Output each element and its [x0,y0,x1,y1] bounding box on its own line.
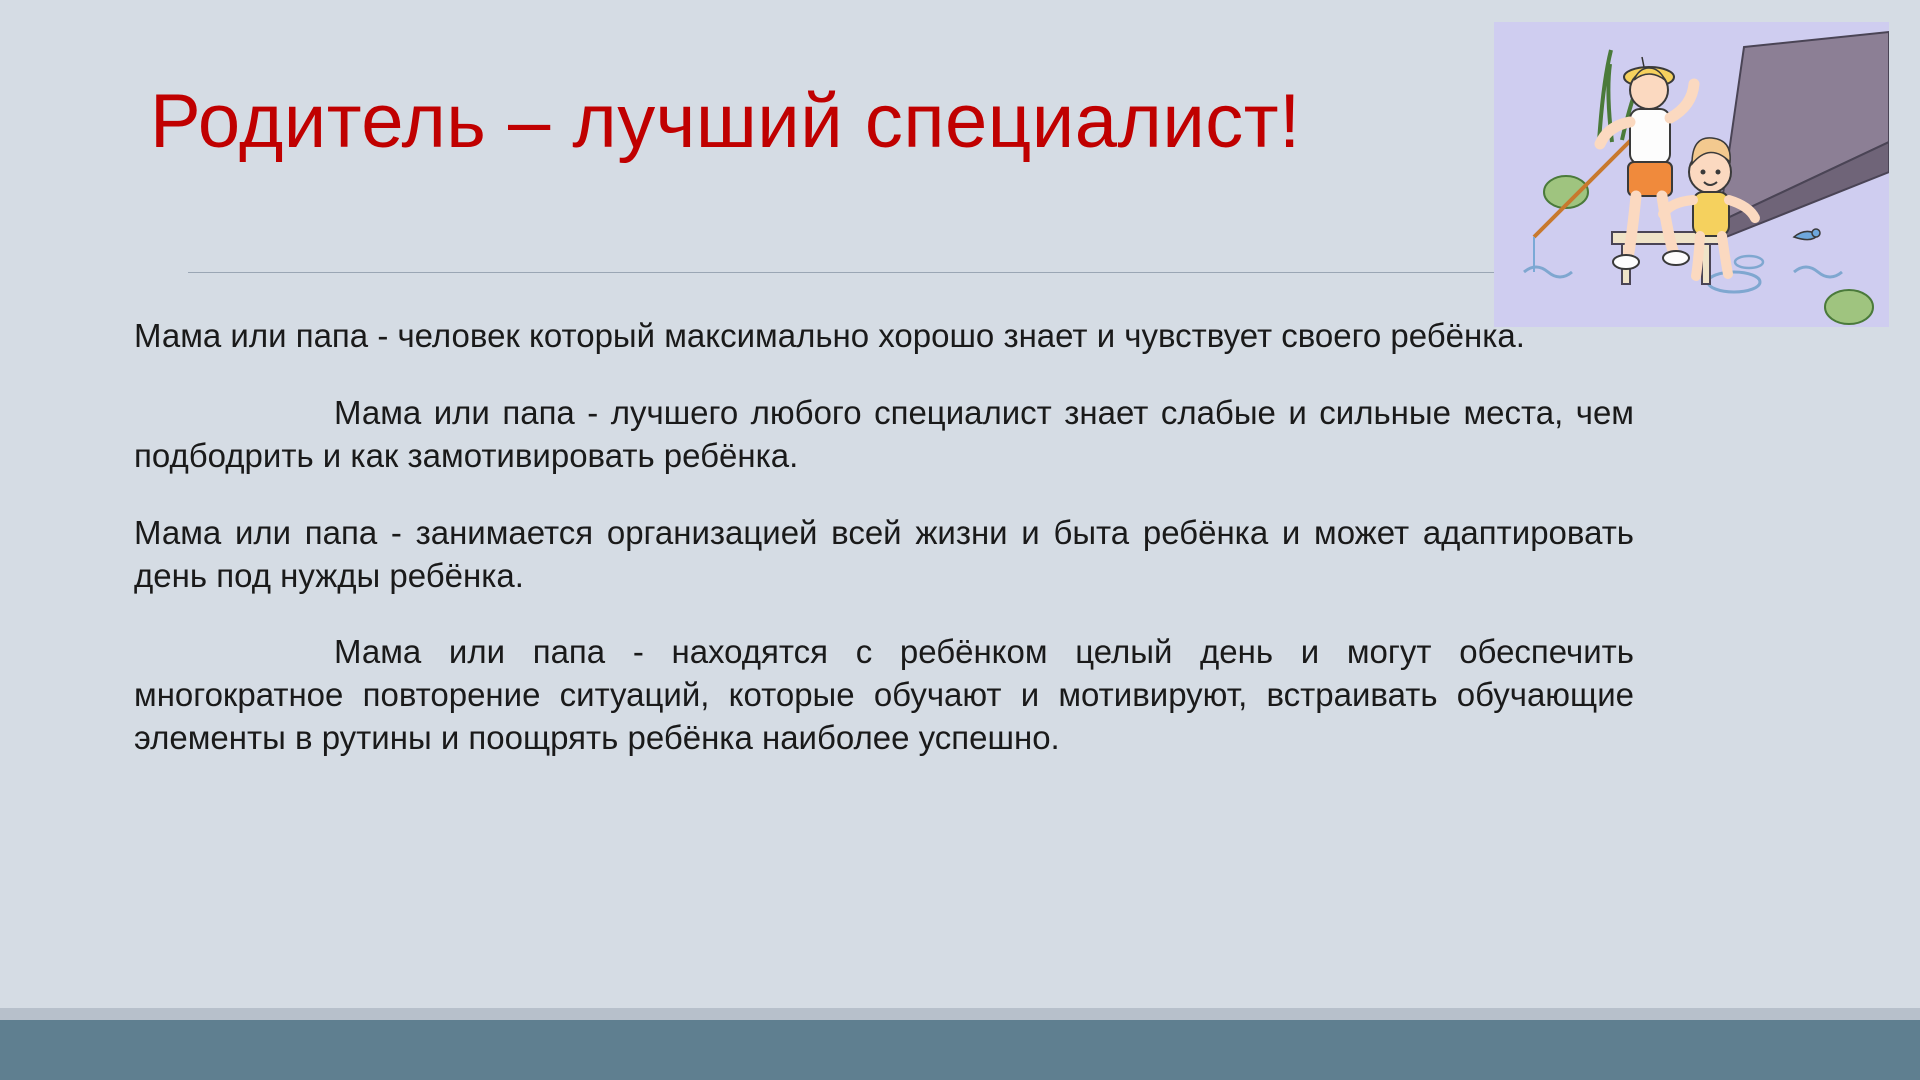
title-divider [188,272,1700,273]
body-paragraph: Мама или папа - человек который максимально хорошо знает и чувствует своего ребёнка. [134,317,1525,354]
slide-body [134,315,1634,760]
footer-band [0,1020,1920,1080]
body-paragraph: Мама или папа - лучшего любого специалист знает слабые и сильные места, чем подбодрить и как замотивировать ребёнка. [134,393,1634,474]
body-paragraph: Мама или папа - занимается организацией всей жизни и быта ребёнка и может адаптировать день под нужды ребёнка. [134,513,1634,594]
footer-accent-band [0,1008,1920,1020]
clipart-illustration [1494,22,1889,327]
body-paragraph: Мама или папа - находятся с ребёнком целый день и могут обеспечить многократное повторение ситуаций, которые обучают и мотивируют, встраивать обучающие элементы в рутины и поощрять ребёнка наиболее успешно. [134,633,1634,757]
fishing-mother-and-child-clipart [1494,22,1889,327]
page-title: Родитель – лучший специалист! [150,78,1301,164]
